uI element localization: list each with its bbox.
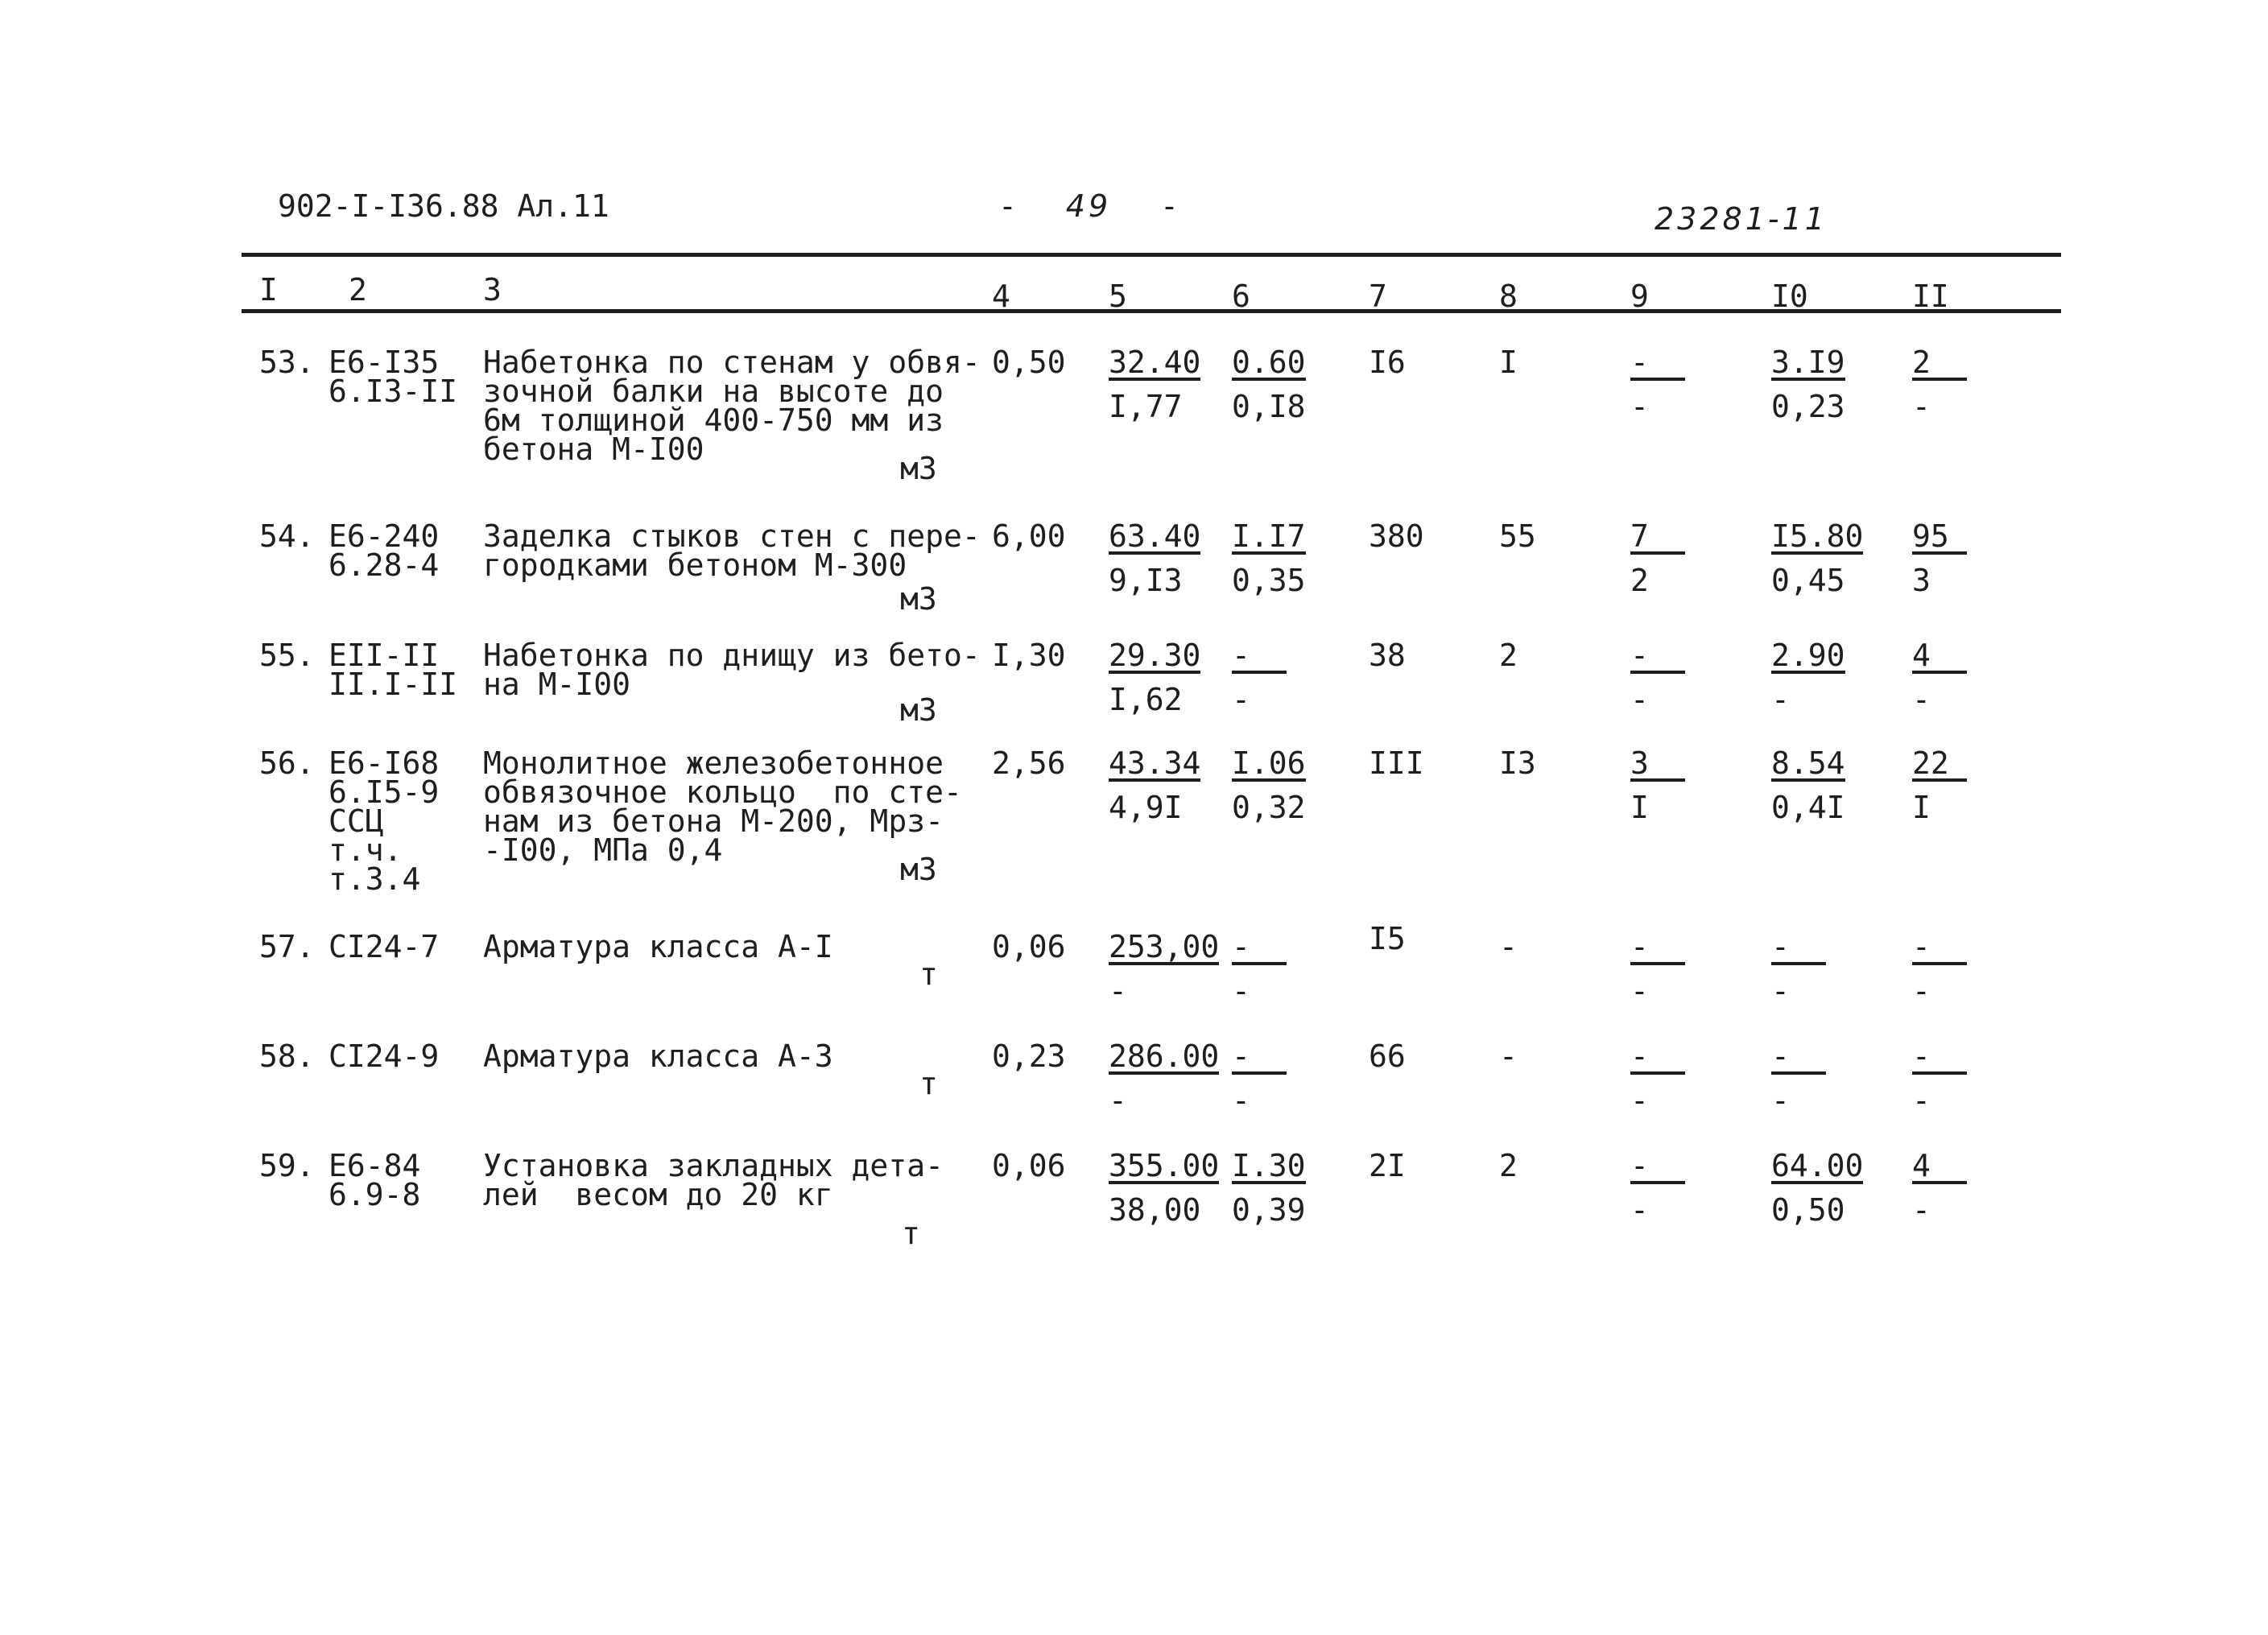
- fraction-top: 8.54: [1771, 745, 1845, 781]
- fraction-top: 22: [1912, 749, 1967, 782]
- fraction-bottom: 0,45: [1771, 563, 1845, 598]
- fraction-bottom: I,62: [1109, 682, 1183, 717]
- row-col-8: I: [1499, 345, 1518, 380]
- fraction-top: 355.00: [1109, 1148, 1220, 1183]
- fraction-top: -: [1912, 1042, 1967, 1075]
- row-col-10-fraction: [1771, 1038, 1826, 1118]
- fraction-top: 43.34: [1109, 745, 1201, 781]
- row-unit: м3: [900, 581, 937, 617]
- row-col-10-fraction: [1771, 345, 1845, 424]
- row-col-4: 0,06: [992, 1148, 1066, 1183]
- row-col-10-fraction: [1771, 1148, 1864, 1228]
- fraction-top: 3.I9: [1771, 345, 1845, 380]
- row-col-8: -: [1499, 1038, 1518, 1074]
- column-number-9: 9: [1630, 279, 1649, 314]
- row-col-8: 55: [1499, 518, 1536, 554]
- row-code: Е6-240 6.28-4: [328, 518, 440, 583]
- column-number-5: 5: [1109, 279, 1127, 314]
- row-col-4: 2,56: [992, 745, 1066, 781]
- fraction-top: 64.00: [1771, 1148, 1864, 1183]
- row-col-7: I6: [1369, 345, 1406, 380]
- fraction-top: -: [1232, 1042, 1287, 1075]
- fraction-top: I.I7: [1232, 518, 1306, 554]
- row-number: 57.: [259, 929, 315, 964]
- row-col-10-fraction: [1771, 518, 1864, 598]
- fraction-top: -: [1912, 932, 1967, 965]
- row-col-4: I,30: [992, 638, 1066, 673]
- row-col-11-fraction: [1912, 1038, 1967, 1118]
- row-description: Набетонка по стенам у обвя- зочной балки на высоте до 6м толщиной 400-750 мм из бетона М-I00: [483, 345, 981, 467]
- fraction-top: I.06: [1232, 745, 1306, 781]
- row-col-4: 0,06: [992, 929, 1066, 964]
- row-description: Арматура класса А-3: [483, 1038, 833, 1074]
- column-number-3: 3: [483, 272, 502, 308]
- column-number-8: 8: [1499, 279, 1518, 314]
- row-col-7: 380: [1369, 518, 1424, 554]
- fraction-bottom: -: [1109, 973, 1127, 1009]
- fraction-top: -: [1232, 641, 1287, 674]
- row-col-5-fraction: [1109, 1038, 1220, 1118]
- row-col-7: I5: [1369, 921, 1406, 956]
- row-col-8: -: [1499, 929, 1518, 964]
- fraction-top: -: [1771, 1042, 1826, 1075]
- row-col-11-fraction: [1912, 345, 1967, 424]
- row-unit: м3: [900, 692, 937, 728]
- fraction-bottom: 0,I8: [1232, 389, 1306, 424]
- row-col-5-fraction: [1109, 518, 1201, 598]
- column-number-6: 6: [1232, 279, 1250, 314]
- fraction-bottom: -: [1771, 973, 1790, 1009]
- row-col-7: 66: [1369, 1038, 1406, 1074]
- column-number-2: 2: [349, 272, 367, 308]
- fraction-top: 95: [1912, 522, 1967, 555]
- row-col-7: III: [1369, 745, 1424, 781]
- row-col-9-fraction: [1630, 929, 1685, 1009]
- row-col-5-fraction: [1109, 345, 1201, 424]
- row-code: Е6-I35 6.I3-II: [328, 345, 458, 409]
- row-code: СI24-7: [328, 929, 440, 964]
- row-col-9-fraction: [1630, 745, 1685, 825]
- row-col-6-fraction: [1232, 1148, 1306, 1228]
- row-col-11-fraction: [1912, 1148, 1967, 1228]
- row-col-4: 0,50: [992, 345, 1066, 380]
- fraction-bottom: 0,39: [1232, 1192, 1306, 1228]
- row-col-8: 2: [1499, 638, 1518, 673]
- row-unit: т: [919, 1066, 938, 1101]
- fraction-top: -: [1630, 1042, 1685, 1075]
- row-col-9-fraction: [1630, 518, 1685, 598]
- row-number: 55.: [259, 638, 315, 673]
- fraction-bottom: 0,32: [1232, 790, 1306, 825]
- row-col-8: I3: [1499, 745, 1536, 781]
- row-unit: м3: [900, 852, 937, 887]
- fraction-bottom: 9,I3: [1109, 563, 1183, 598]
- column-number-7: 7: [1369, 279, 1387, 314]
- fraction-bottom: -: [1912, 1192, 1931, 1228]
- page-number-value: 49: [1065, 188, 1112, 224]
- fraction-top: 4: [1912, 1151, 1967, 1184]
- row-col-5-fraction: [1109, 745, 1201, 825]
- row-code: Е6-84 6.9-8: [328, 1148, 421, 1212]
- column-number-1: I: [259, 272, 278, 308]
- fraction-bottom: -: [1630, 1083, 1649, 1118]
- fraction-bottom: -: [1630, 973, 1649, 1009]
- fraction-bottom: I: [1912, 790, 1931, 825]
- row-col-6-fraction: [1232, 518, 1306, 598]
- fraction-top: -: [1630, 348, 1685, 381]
- fraction-bottom: 3: [1912, 563, 1931, 598]
- fraction-top: 2: [1912, 348, 1967, 381]
- fraction-top: I5.80: [1771, 518, 1864, 554]
- fraction-top: -: [1232, 932, 1287, 965]
- page-dash-left: -: [998, 188, 1017, 224]
- fraction-top: 2.90: [1771, 638, 1845, 673]
- row-description: Монолитное железобетонное обвязочное кольцо по сте- нам из бетона М-200, Мрз- -I00, МПа 0,4: [483, 745, 962, 868]
- row-col-10-fraction: [1771, 929, 1826, 1009]
- row-code: Е6-I68 6.I5-9 ССЦ т.ч. т.3.4: [328, 745, 440, 897]
- fraction-bottom: -: [1630, 1192, 1649, 1228]
- fraction-top: 63.40: [1109, 518, 1201, 554]
- fraction-top: 32.40: [1109, 345, 1201, 380]
- fraction-top: 4: [1912, 641, 1967, 674]
- row-number: 56.: [259, 745, 315, 781]
- row-unit: м3: [900, 451, 937, 486]
- fraction-top: -: [1630, 932, 1685, 965]
- row-col-11-fraction: [1912, 518, 1967, 598]
- fraction-top: 7: [1630, 522, 1685, 555]
- row-col-9-fraction: [1630, 1148, 1685, 1228]
- row-unit: т: [902, 1216, 920, 1251]
- row-col-6-fraction: [1232, 345, 1306, 424]
- row-col-10-fraction: [1771, 638, 1845, 717]
- row-number: 54.: [259, 518, 315, 554]
- row-code: ЕII-II II.I-II: [328, 638, 458, 702]
- fraction-top: -: [1630, 1151, 1685, 1184]
- fraction-bottom: 4,9I: [1109, 790, 1183, 825]
- fraction-bottom: -: [1912, 1083, 1931, 1118]
- fraction-top: -: [1630, 641, 1685, 674]
- row-col-9-fraction: [1630, 638, 1685, 717]
- fraction-bottom: I,77: [1109, 389, 1183, 424]
- row-code: СI24-9: [328, 1038, 440, 1074]
- row-number: 58.: [259, 1038, 315, 1074]
- row-col-4: 0,23: [992, 1038, 1066, 1074]
- row-col-9-fraction: [1630, 1038, 1685, 1118]
- row-col-5-fraction: [1109, 1148, 1220, 1228]
- row-col-11-fraction: [1912, 745, 1967, 825]
- row-col-4: 6,00: [992, 518, 1066, 554]
- fraction-bottom: -: [1630, 682, 1649, 717]
- fraction-bottom: -: [1232, 682, 1250, 717]
- fraction-top: -: [1771, 932, 1826, 965]
- row-col-9-fraction: [1630, 345, 1685, 424]
- row-col-6-fraction: [1232, 745, 1306, 825]
- inventory-number: 23281-11: [1655, 201, 1828, 237]
- fraction-bottom: -: [1771, 682, 1790, 717]
- row-description: Установка закладных дета- лей весом до 20 кг: [483, 1148, 944, 1212]
- document-code: 902-I-I36.88 Ал.11: [278, 188, 609, 224]
- row-description: Заделка стыков стен с пере- городками бетоном М-300: [483, 518, 981, 583]
- row-col-5-fraction: [1109, 638, 1201, 717]
- header-rule-top: [242, 253, 2061, 257]
- column-number-10: I0: [1771, 279, 1808, 314]
- fraction-bottom: -: [1109, 1083, 1127, 1118]
- fraction-bottom: -: [1912, 389, 1931, 424]
- row-unit: т: [919, 956, 938, 992]
- row-col-8: 2: [1499, 1148, 1518, 1183]
- fraction-top: 286.00: [1109, 1038, 1220, 1074]
- fraction-top: 3: [1630, 749, 1685, 782]
- fraction-bottom: -: [1630, 389, 1649, 424]
- fraction-bottom: -: [1771, 1083, 1790, 1118]
- row-col-6-fraction: [1232, 1038, 1287, 1118]
- fraction-bottom: -: [1912, 973, 1931, 1009]
- column-number-4: 4: [992, 279, 1010, 314]
- fraction-bottom: 2: [1630, 563, 1649, 598]
- fraction-bottom: 38,00: [1109, 1192, 1201, 1228]
- row-col-11-fraction: [1912, 929, 1967, 1009]
- row-description: Набетонка по днищу из бето- на М-I00: [483, 638, 981, 702]
- fraction-bottom: 0,4I: [1771, 790, 1845, 825]
- fraction-top: 0.60: [1232, 345, 1306, 380]
- fraction-top: 253,00: [1109, 929, 1220, 964]
- page-dash-right: -: [1160, 188, 1179, 224]
- row-col-7: 2I: [1369, 1148, 1406, 1183]
- row-col-5-fraction: [1109, 929, 1220, 1009]
- fraction-bottom: -: [1232, 973, 1250, 1009]
- row-number: 53.: [259, 345, 315, 380]
- row-description: Арматура класса А-I: [483, 929, 833, 964]
- fraction-bottom: 0,35: [1232, 563, 1306, 598]
- row-number: 59.: [259, 1148, 315, 1183]
- row-col-7: 38: [1369, 638, 1406, 673]
- fraction-bottom: -: [1912, 682, 1931, 717]
- row-col-10-fraction: [1771, 745, 1845, 825]
- row-col-6-fraction: [1232, 929, 1287, 1009]
- column-number-11: II: [1912, 279, 1949, 314]
- fraction-top: I.30: [1232, 1148, 1306, 1183]
- row-col-6-fraction: [1232, 638, 1287, 717]
- row-col-11-fraction: [1912, 638, 1967, 717]
- fraction-bottom: 0,23: [1771, 389, 1845, 424]
- page-number: [998, 188, 1179, 224]
- fraction-top: 29.30: [1109, 638, 1201, 673]
- fraction-bottom: -: [1232, 1083, 1250, 1118]
- fraction-bottom: I: [1630, 790, 1649, 825]
- fraction-bottom: 0,50: [1771, 1192, 1845, 1228]
